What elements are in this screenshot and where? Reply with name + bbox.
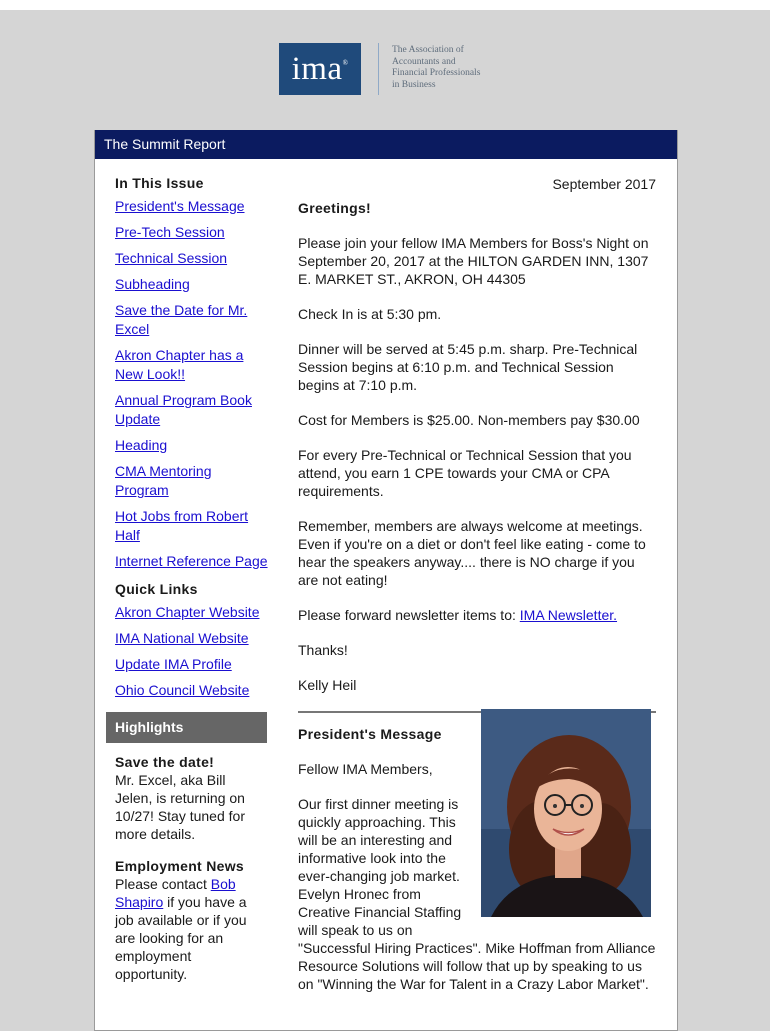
presidents-message-title: President's Message [298, 726, 442, 742]
highlights-heading: Highlights [106, 712, 267, 743]
toc-item [115, 507, 269, 545]
newsletter-card [94, 130, 678, 1031]
save-the-date-body: Mr. Excel, aka Bill Jelen, is returning on 10/27! Stay tuned for more details. [115, 772, 245, 842]
bob-shapiro-link[interactable]: Bob Shapiro [115, 876, 236, 910]
quick-link-item [115, 603, 269, 622]
presidents-body: Our first dinner meeting is quickly approaching. This will be an interesting and informative look into the ever-changing job market. Evelyn Hronec from Creative Financial Staffing will speak to us on "Successful Hiring Practices". Mike Hoffman from Alliance Resource Solutions will follow that up by speaking to us on "Winning the War for Talent in a Crazy Labor Market". [298, 796, 656, 992]
president-photo [481, 709, 651, 917]
employment-text: if you have a job available or if you are looking for an employment opportunity. [115, 894, 247, 982]
toc-item [115, 249, 269, 268]
toc-link-presidents-message[interactable]: President's Message [115, 198, 245, 214]
toc-item [115, 301, 269, 339]
toc-link-internet-reference[interactable]: Internet Reference Page [115, 553, 268, 569]
toc-link-technical-session[interactable]: Technical Session [115, 250, 228, 266]
logo-trademark: ® [342, 59, 349, 67]
logo-tagline-line: Financial Professionals [392, 68, 481, 78]
employment-news-block [106, 857, 265, 983]
toc-item [115, 346, 269, 384]
employment-news-title: Employment News [115, 858, 244, 874]
quick-link-ohio-council[interactable]: Ohio Council Website [115, 682, 250, 698]
logo-tagline-line: Accountants and [392, 56, 456, 67]
presidents-salutation: Fellow IMA Members, [298, 761, 433, 777]
employment-news-body [115, 875, 265, 983]
toc-link-cma-mentoring[interactable]: CMA Mentoring Program [115, 463, 212, 498]
toc-link-program-book[interactable]: Annual Program Book Update [115, 392, 252, 427]
paragraph: Cost for Members is $25.00. Non-members pay $30.00 [298, 412, 640, 428]
quick-link-akron-chapter[interactable]: Akron Chapter Website [115, 604, 260, 620]
toc-list [106, 197, 269, 571]
toc-link-save-the-date[interactable]: Save the Date for Mr. Excel [115, 302, 248, 337]
logo-mark-text: ima [291, 51, 343, 87]
quick-link-update-profile[interactable]: Update IMA Profile [115, 656, 232, 672]
ima-newsletter-link[interactable]: IMA Newsletter. [519, 607, 618, 623]
in-this-issue-heading: In This Issue [115, 175, 204, 191]
toc-item [115, 462, 269, 500]
employment-text: Please contact [115, 876, 211, 892]
logo-tagline-line: The Association of [392, 45, 464, 55]
issue-date: September 2017 [552, 176, 656, 192]
paragraph: Remember, members are always welcome at meetings. Even if you're on a diet or don't feel like eating - come to hear the speakers anyway.... there is NO charge if you are not eating! [298, 518, 646, 588]
toc-item [115, 223, 269, 242]
toc-item [115, 391, 269, 429]
paragraph: Dinner will be served at 5:45 p.m. sharp. Pre-Technical Session begins at 6:10 p.m. and Technical Session begins at 7:10 p.m. [298, 341, 638, 393]
quick-link-item [115, 655, 269, 674]
toc-link-subheading[interactable]: Subheading [115, 276, 190, 292]
toc-link-heading[interactable]: Heading [115, 437, 168, 453]
logo-tagline-line: in Business [392, 79, 436, 90]
paragraph: Check In is at 5:30 pm. [298, 306, 442, 322]
quick-link-item [115, 681, 269, 700]
toc-item [115, 552, 269, 571]
thanks: Thanks! [298, 642, 348, 658]
toc-link-hot-jobs[interactable]: Hot Jobs from Robert Half [115, 508, 249, 543]
save-the-date-title: Save the date! [115, 754, 215, 770]
newsletter-title: The Summit Report [95, 130, 677, 159]
toc-link-new-look[interactable]: Akron Chapter has a New Look!! [115, 347, 244, 382]
president-portrait-image [481, 709, 651, 917]
save-the-date-block [106, 753, 265, 843]
logo-tagline [392, 45, 532, 91]
toc-item [115, 436, 269, 455]
greeting: Greetings! [298, 200, 372, 216]
quick-links-heading: Quick Links [115, 581, 198, 597]
top-band [0, 0, 770, 10]
forward-text: Please forward newsletter items to: [298, 607, 520, 623]
logo-divider [378, 43, 379, 95]
signature: Kelly Heil [298, 677, 357, 693]
toc-item [115, 275, 269, 294]
quick-link-item [115, 629, 269, 648]
sidebar [106, 175, 269, 983]
ima-logo-mark [279, 43, 361, 95]
paragraph: For every Pre-Technical or Technical Session that you attend, you earn 1 CPE towards your CMA or CPA requirements. [298, 447, 632, 499]
quick-link-ima-national[interactable]: IMA National Website [115, 630, 249, 646]
paragraph: Please join your fellow IMA Members for Boss's Night on September 20, 2017 at the HILTON GARDEN INN, 1307 E. MARKET ST., AKRON, OH 44305 [298, 235, 649, 287]
toc-link-pre-tech-session[interactable]: Pre-Tech Session [115, 224, 225, 240]
quick-links-list [106, 603, 269, 700]
main-content [298, 175, 656, 1010]
toc-item [115, 197, 269, 216]
forward-note [298, 606, 656, 624]
